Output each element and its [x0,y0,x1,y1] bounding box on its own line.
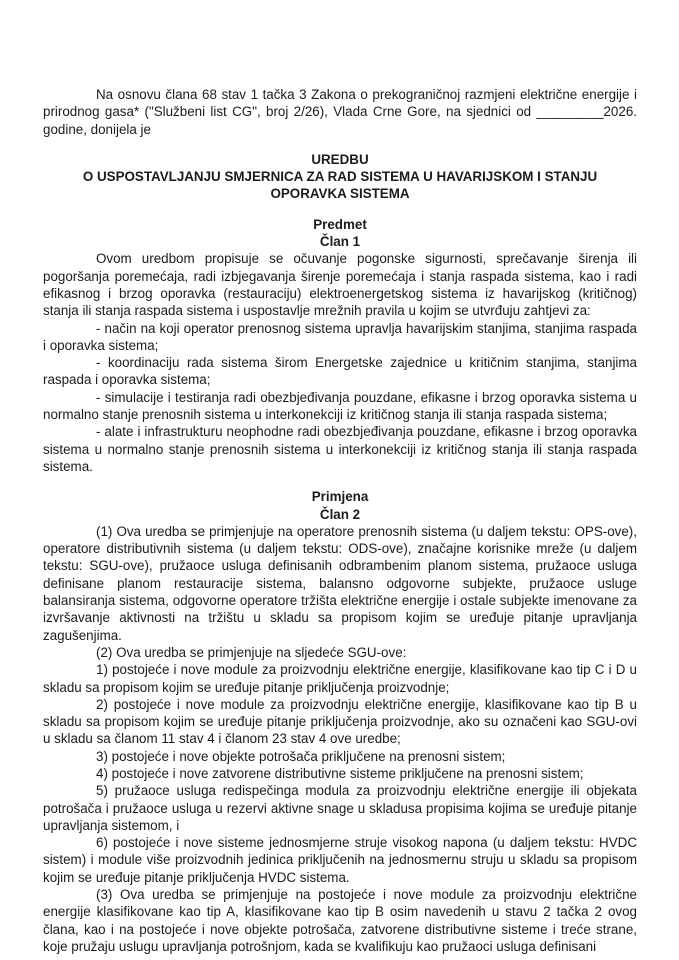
clan-2-item: 1) postojeće i nove module za proizvodnju električne energije, klasifikovane kao tip C i D u skladu sa propisom kojim se uređuje pitanje priključenja proizvodnje; [43,662,637,695]
decree-title-word: UREDBU [311,151,369,167]
clan-1-paragraph: Ovom uredbom propisuje se očuvanje pogonske sigurnosti, sprečavanje širenja ili pogoršanja poremećaja, radi izbjegavanja širenje poremećaja i stanja raspada sistema, kao i radi efikasnog i brzog oporavka (restauraciju) elektroenergetskog sistema iz havarijskog (kritičnog) stanja ili stanja raspada sistema i uspostavlje mrežnih pravila u kojim se utvrđuju zahtjevi za: [43,251,637,319]
clan-2-paragraph-2: (2) Ova uredba se primjenjuje na sljedeće SGU-ove: [96,644,407,660]
section-heading-predmet: Predmet [313,216,367,232]
clan-2-item: 3) postojeće i nove objekte potrošača priključene na prenosni sistem; [96,748,506,764]
article-heading-clan-2: Član 2 [319,506,361,522]
decree-title [43,151,637,203]
clan-2-paragraph-3: (3) Ova uredba se primjenjuje na postojeće i nove module za proizvodnju električne energije klasifikovane kao tip A, klasifikovane kao tip B osim navedenih u stavu 2 tačka 2 ovog člana, kao i na postojeće i nove objekte potrošača, zatvorene distributivne sisteme i treće strane, koje pružaju uslugu upravljanja potrošnjom, kada se kvalifikuju kao pružaoci usluga definisani [43,887,637,954]
decree-title-subject: O USPOSTAVLJANJU SMJERNICA ZA RAD SISTEMA U HAVARIJSKOM I STANJU OPORAVKA SISTEMA [82,169,598,202]
clan-2-paragraph-1: (1) Ova uredba se primjenjuje na operatore prenosnih sistema (u daljem tekstu: OPS-ove), operatore distributivnih sistema (u daljem tekstu: ODS-ove), značajne korisnike mreže (u daljem tekstu: SGU-ove), pružaoce usluga definisanih odbrambenim planom sistema, pružaoce usluga definisane planom restauracije sistema, balansno odgovorne subjekte, pružaoce usluge balansiranja sistema, odgovorne operatore tržišta električne energije i ostale subjekte imenovane za izvršavanje aktivnosti na tržištu u skladu sa propisom kojim se uređuje pitanje upravljanja zagušenjima. [43,523,637,643]
clan-1-item: - način na koji operator prenosnog sistema upravlja havarijskim stanjima, stanjima raspada i oporavka sistema; [43,320,637,353]
article-heading-clan-1: Član 1 [319,234,361,250]
clan-2-item: 4) postojeće i nove zatvorene distributivne sisteme priključene na prenosni sistem; [96,765,584,781]
clan-2-item: 2) postojeće i nove module za proizvodnju električne energije, klasifikovane kao tip B u skladu sa propisom kojim se uređuje pitanje priključenja proizvodnje, ako su označeni kao SGU-ovi u skladu sa članom 11 stav 4 i članom 23 stav 4 ove uredbe; [43,696,637,747]
clan-1-item: - koordinaciju rada sistema širom Energetske zajednice u kritičnim stanjima, stanjima raspada i oporavka sistema; [43,355,637,388]
clan-2-item: 5) pružaoce usluga redispečinga modula za proizvodnju električne energije ili objekata potrošača i pružaoce usluga u rezervi aktivne snage u skladusa propisima kojima se uređuje pitanje upravljanja sistemom, i [43,783,637,833]
section-heading-primjena: Primjena [311,489,369,505]
clan-2-item: 6) postojeće i nove sisteme jednosmjerne struje visokog napona (u daljem tekstu: HVDC sistem) i module više proizvodnih jedinica priključenih na jednosmernu struju u skladu sa propisom kojim se uređuje pitanje priključenja HVDC sistema. [43,835,637,885]
clan-1-item: - simulacije i testiranja radi obezbjeđivanja pouzdane, efikasne i brzog oporavka sistema u normalno stanje prenosnih sistema u interkonekciji iz kritičnog stanja ili stanja raspada sistema; [43,389,637,423]
clan-1-item: - alate i infrastrukturu neophodne radi obezbjeđivanja pouzdane, efikasne i brzog oporavka sistema u normalno stanje prenosnih sistema u interkonekciji iz kritičnog stanja ili stanja raspada sistema. [43,424,637,474]
intro-paragraph: Na osnovu člana 68 stav 1 tačka 3 Zakona o prekograničnoj razmjeni električne energije i prirodnog gasa* ("Službeni list CG", broj 2/26), Vlada Crne Gore, na sjednici od _________2026. godine, donijela je [43,87,637,137]
